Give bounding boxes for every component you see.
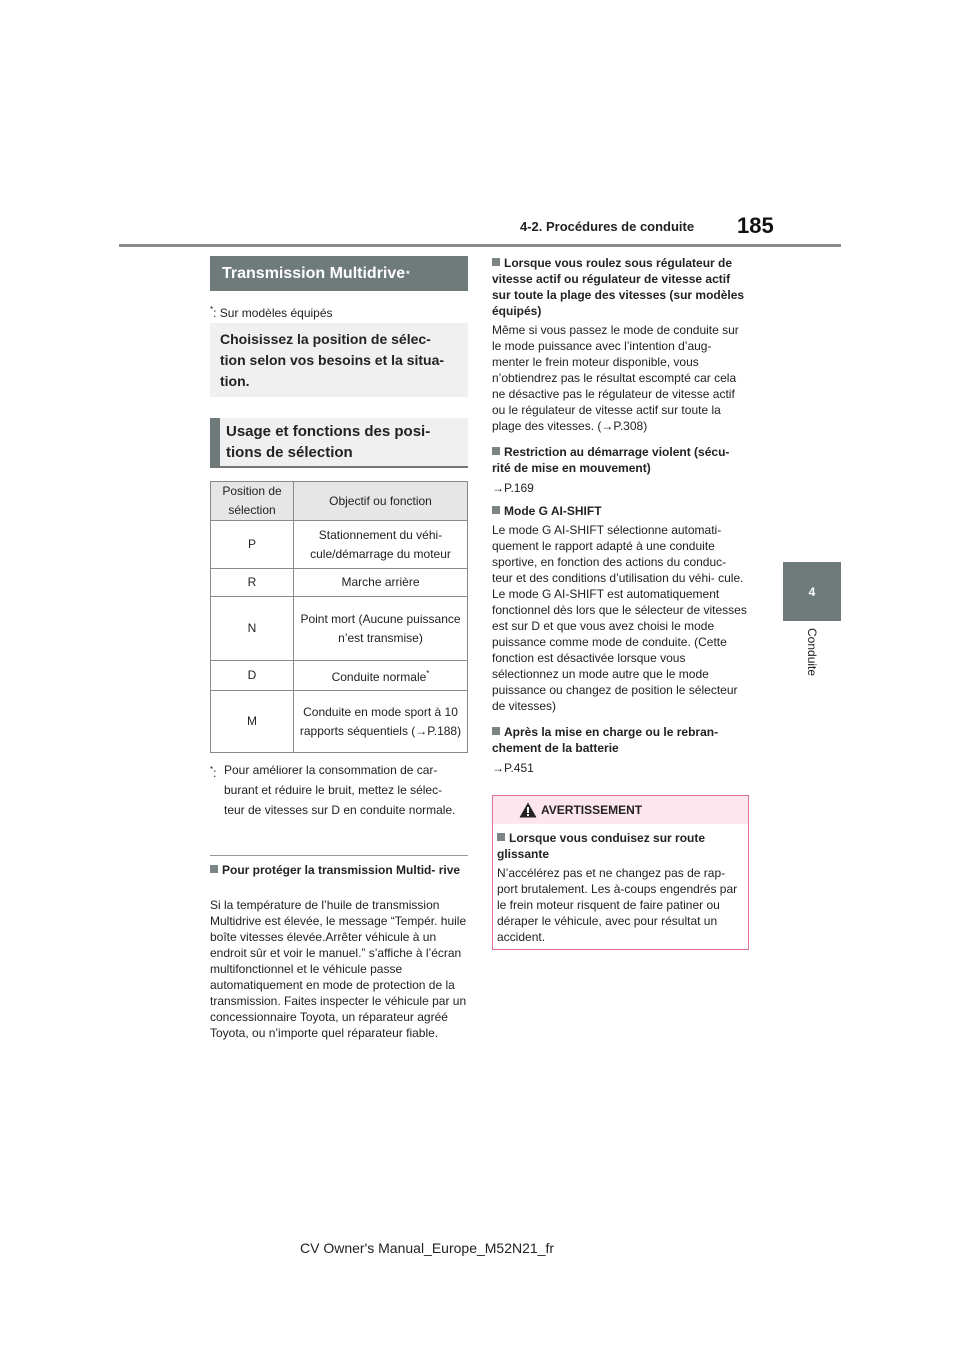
table-cell-function: Point mort (Aucune puissance n’est transmise) xyxy=(294,597,468,661)
battery-heading xyxy=(492,724,749,756)
table-row xyxy=(211,521,468,569)
table-cell-position: M xyxy=(211,691,294,753)
restriction-heading-text: Restriction au démarrage violent (sécu- rité de mise en mouvement) xyxy=(492,445,730,475)
table-header-row xyxy=(211,482,468,521)
section-heading-mark: * xyxy=(406,268,410,279)
table-cell-mark: * xyxy=(426,669,430,678)
table-header-function: Objectif ou fonction xyxy=(294,482,468,521)
table-cell-function: Marche arrière xyxy=(294,569,468,597)
table-cell-position: P xyxy=(211,521,294,569)
chapter-label-text: Conduite xyxy=(805,628,819,677)
protect-heading-text: Pour protéger la transmission Multid- rive xyxy=(222,863,461,877)
cruise-heading-text: Lorsque vous roulez sous régulateur de vitesse actif ou régulateur de vitesse actif sur toute la plage des vitesses (sur modèles équipés) xyxy=(492,256,745,318)
chapter-tab[interactable] xyxy=(783,562,841,621)
restriction-heading xyxy=(492,444,749,476)
divider xyxy=(210,855,468,856)
table-cell-function: Conduite en mode sport à 10 rapports séquentiels (→P.188) xyxy=(294,691,468,753)
cruise-heading xyxy=(492,255,749,319)
table-row xyxy=(211,661,468,691)
model-note: *: Sur modèles équipés xyxy=(210,305,333,320)
square-bullet-icon xyxy=(497,833,505,841)
section-title: 4-2. Procédures de conduite xyxy=(520,219,695,234)
warning-icon xyxy=(519,802,537,818)
model-note-text: Sur modèles équipés xyxy=(219,306,333,320)
aishift-heading-text: Mode G AI-SHIFT xyxy=(504,504,602,518)
footer-text: CV Owner's Manual_Europe_M52N21_fr xyxy=(300,1240,555,1256)
table-row xyxy=(211,569,468,597)
protect-body: Si la température de l’huile de transmission Multidrive est élevée, le message “Tempér. huile boîte vitesses élevée.Arrêter véhicule à un endroit sûr et voir le manuel.” s’affiche à l’écran multifonctionnel et le véhicule passe automatiquement en mode de protection de la transmission. Faites inspecter le véhicule par un concessionnaire Toyota, un réparateur agréé Toyota, ou n’importe quel réparateur fiable. xyxy=(210,898,467,1040)
square-bullet-icon xyxy=(492,447,500,455)
table-cell-position: N xyxy=(211,597,294,661)
table-cell-function: Stationnement du véhi- cule/démarrage du moteur xyxy=(294,521,468,569)
battery-body[interactable]: →P.451 xyxy=(492,761,534,775)
chapter-number: 4 xyxy=(808,584,816,599)
intro-box: Choisissez la position de sélec- tion selon vos besoins et la situa- tion. xyxy=(210,323,468,397)
restriction-body[interactable]: →P.169 xyxy=(492,481,534,495)
table-row xyxy=(211,691,468,753)
selection-table xyxy=(210,481,468,753)
square-bullet-icon xyxy=(492,506,500,514)
table-note-mark: * xyxy=(210,765,214,774)
table-header-position: Position de sélection xyxy=(211,482,294,521)
warning-body: N’accélérez pas et ne changez pas de rap- port brutalement. Les à-coups engendrés par le frein moteur risquent de faire patiner ou déraper le véhicule, avec pour résultat un accident. xyxy=(497,866,738,944)
header-rule xyxy=(119,244,841,247)
table-cell-function-text: Conduite normale xyxy=(331,670,427,684)
square-bullet-icon xyxy=(492,258,500,266)
chapter-label xyxy=(783,628,841,718)
table-row xyxy=(211,597,468,661)
table-cell-position: D xyxy=(211,661,294,691)
section-heading-text: Transmission Multidrive xyxy=(222,264,406,282)
section-heading xyxy=(210,256,468,291)
warning-header xyxy=(493,796,748,824)
page-number: 185 xyxy=(737,213,774,238)
square-bullet-icon xyxy=(492,727,500,735)
battery-heading-text: Après la mise en charge ou le rebran- chement de la batterie xyxy=(492,725,719,755)
table-note-text: Pour améliorer la consommation de car- burant et réduire le bruit, mettez le sélec- teur de vitesses sur D en conduite normale. xyxy=(224,763,456,817)
subsection-heading: Usage et fonctions des posi- tions de sélection xyxy=(210,418,468,468)
warning-heading-text: Lorsque vous conduisez sur route glissante xyxy=(497,831,706,861)
table-cell-function xyxy=(294,661,468,691)
aishift-heading xyxy=(492,503,749,519)
square-bullet-icon xyxy=(210,865,218,873)
model-note-mark: * xyxy=(210,305,214,314)
warning-box xyxy=(492,795,749,950)
warning-heading xyxy=(497,830,737,862)
protect-heading xyxy=(210,862,468,878)
table-cell-position: R xyxy=(211,569,294,597)
warning-title: AVERTISSEMENT xyxy=(541,803,643,817)
aishift-body: Le mode G AI-SHIFT sélectionne automati- quement le rapport adapté à une conduite sportive, en fonction des actions du conduc- teur et des conditions d’utilisation du véhi- cule. Le mode G AI-SHIFT est automatiquement fonctionnel dès lors que le sélecteur de vitesses est sur D et que vous avez choisi le mode puissance comme mode de conduite. (Cette fonction est désactivée lorsque vous sélectionnez un mode autre que le mode puissance ou changez de position le sélecteur de vitesses) xyxy=(492,523,747,713)
cruise-body: Même si vous passez le mode de conduite sur le mode puissance avec l’intention d’aug- menter le frein moteur disponible, vous n’obtiendrez pas le résultat escompté car cela ne désactive pas le régulateur de vitesse actif ou le régulateur de vitesse actif sur toute la plage des vitesses. (→P.308) xyxy=(492,323,739,433)
table-note: *: Pour améliorer la consommation de car- burant et réduire le bruit, mettez le sélec- teur de vitesses sur D en conduite normale. xyxy=(210,760,468,820)
